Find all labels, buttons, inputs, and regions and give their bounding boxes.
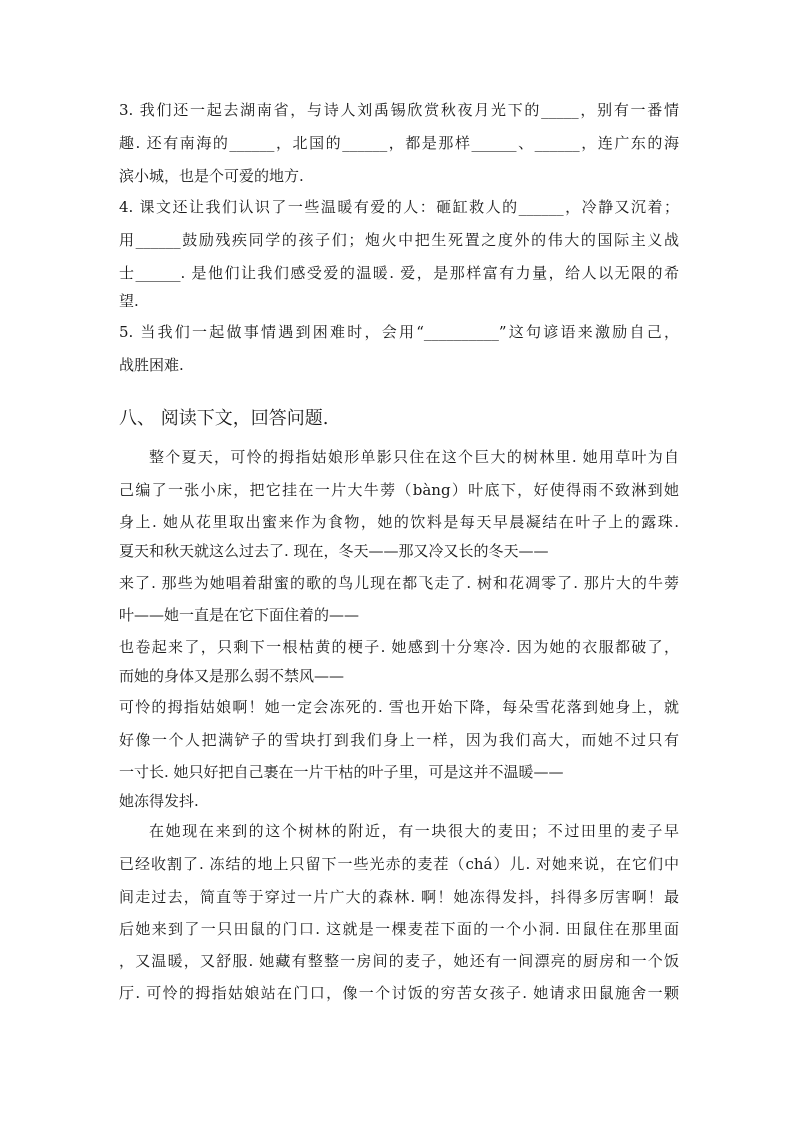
q3-line-1: 3. 我们还一起去湖南省，与诗人刘禹锡欣赏秋夜月光下的_____，别有一番情 — [119, 101, 679, 119]
passage-line: 整个夏天，可怜的拇指姑娘形单影只住在这个巨大的树林里. 她用草叶为自 — [149, 448, 679, 466]
passage-line: 在她现在来到的这个树林的附近，有一块很大的麦田；不过田里的麦子早 — [149, 822, 679, 840]
passage-line: ，又温暖，又舒服. 她藏有整整一房间的麦子，她还有一间漂亮的厨房和一个饭 — [119, 952, 679, 970]
q5-line-1: 5. 当我们一起做事情遇到困难时，会用“__________”这句谚语来激励自己， — [119, 323, 679, 341]
passage-line: 已经收割了. 冻结的地上只留下一些光赤的麦茬（chá）儿. 对她来说，在它们中 — [119, 855, 679, 873]
q4-line-2: 用______鼓励残疾同学的孩子们；炮火中把生死置之度外的伟大的国际主义战 — [119, 231, 679, 249]
q4-line-4: 望. — [119, 292, 139, 310]
q4-line-1: 4. 课文还让我们认识了一些温暖有爱的人：砸缸救人的______，冷静又沉着； — [119, 198, 679, 216]
passage-line: 好像一个人把满铲子的雪块打到我们身上一样，因为我们高大，而她不过只有 — [119, 731, 679, 749]
passage-line: 间走过去，简直等于穿过一片广大的森林. 啊！她冻得发抖，抖得多厉害啊！最 — [119, 888, 679, 906]
passage-line: 也卷起来了，只剩下一根枯黄的梗子. 她感到十分寒冷. 因为她的衣服都破了， — [119, 638, 679, 656]
passage-line: 而她的身体又是那么弱不禁风—— — [119, 667, 345, 685]
passage-line: 后她来到了一只田鼠的门口. 这就是一棵麦茬下面的一个小洞. 田鼠住在那里面 — [119, 920, 679, 938]
passage-line: 厅. 可怜的拇指姑娘站在门口，像一个讨饭的穷苦女孩子. 她请求田鼠施舍一颗 — [119, 984, 679, 1002]
passage-line: 可怜的拇指姑娘啊！她一定会冻死的. 雪也开始下降，每朵雪花落到她身上，就 — [119, 698, 679, 716]
q5-line-2: 战胜困难. — [119, 356, 184, 374]
passage-line: 她冻得发抖. — [119, 792, 199, 810]
q3-line-2: 趣. 还有南海的______，北国的______，都是那样______、______，连广东的海 — [119, 134, 679, 152]
passage-line: 夏天和秋天就这么过去了. 现在，冬天——那又冷又长的冬天—— — [119, 542, 549, 560]
passage-line: 一寸长. 她只好把自己裹在一片干枯的叶子里，可是这并不温暖—— — [119, 763, 564, 781]
passage-line: 身上. 她从花里取出蜜来作为食物，她的饮料是每天早晨凝结在叶子上的露珠. — [119, 513, 679, 531]
section-heading: 八、 阅读下文，回答问题. — [119, 408, 329, 429]
passage-line: 来了. 那些为她唱着甜蜜的歌的鸟儿现在都飞走了. 树和花凋零了. 那片大的牛蒡 — [119, 574, 679, 592]
q3-line-3: 滨小城，也是个可爱的地方. — [119, 167, 304, 185]
q4-line-3: 士______. 是他们让我们感受爱的温暖. 爱，是那样富有力量，给人以无限的希 — [119, 264, 679, 282]
passage-line: 叶——她一直是在它下面住着的—— — [119, 606, 360, 624]
passage-line: 己编了一张小床，把它挂在一片大牛蒡（bàng）叶底下，好使得雨不致淋到她 — [119, 481, 679, 499]
